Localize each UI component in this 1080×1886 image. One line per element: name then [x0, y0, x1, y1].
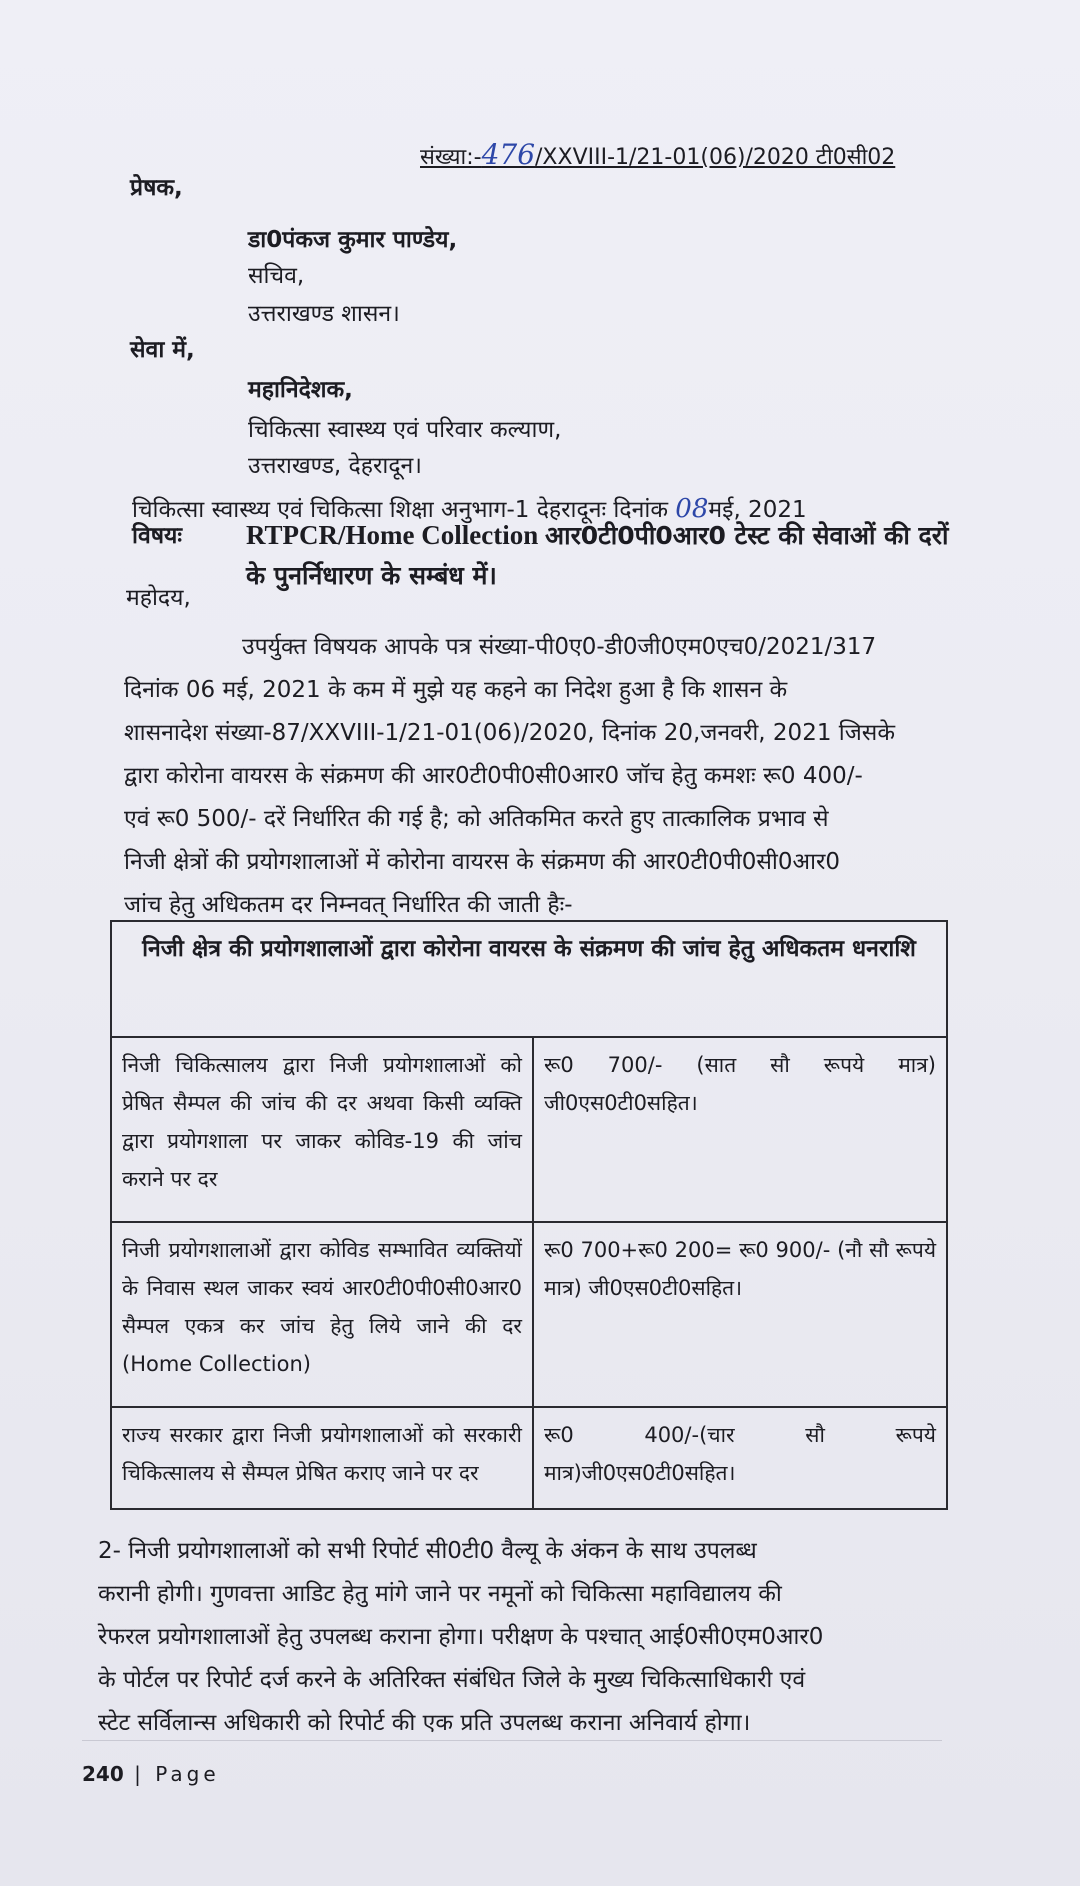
sender-name: डा0पंकज कुमार पाण्डेय, [248, 227, 458, 253]
sender-label: प्रेषक, [130, 175, 183, 201]
table-heading: निजी क्षेत्र की प्रयोगशालाओं द्वारा कोरोना वायरस के संक्रमण की जांच हेतु अधिकतम धनराशि [111, 921, 947, 1037]
table-header-row [111, 921, 947, 1037]
page-word: Page [155, 1762, 220, 1786]
page-number: 240 [82, 1762, 124, 1786]
ref-prefix: संख्या:- [420, 145, 482, 170]
subject-hindi: आर0टी0पी0आर0 टेस्ट की सेवाओं की दरों [545, 521, 949, 550]
recipient-label: सेवा में, [130, 337, 195, 363]
para1-line: निजी क्षेत्रों की प्रयोगशालाओं में कोरोना वायरस के संक्रमण की आर0टी0पी0सी0आर0 [124, 849, 841, 875]
subject-line-1 [246, 518, 949, 552]
para1-line: द्वारा कोरोना वायरस के संक्रमण की आर0टी0पी0सी0आर0 जॉच हेतु कमशः रू0 400/- [124, 763, 863, 789]
para2-line: के पोर्टल पर रिपोर्ट दर्ज करने के अतिरिक्त संबंधित जिले के मुख्य चिकित्साधिकारी एवं [98, 1667, 806, 1693]
body-paragraph-2 [98, 1530, 948, 1745]
reference-number [420, 138, 895, 171]
ref-suffix: /XXVIII-1/21-01(06)/2020 टी0सी02 [535, 145, 896, 170]
recipient-department: चिकित्सा स्वास्थ्य एवं परिवार कल्याण, [248, 417, 562, 443]
para1-line: एवं रू0 500/- दरें निर्धारित की गई है; को अतिकमित करते हुए तात्कालिक प्रभाव से [124, 806, 829, 832]
table-cell-rate: रू0 700+रू0 200= रू0 900/- (नौ सौ रूपये मात्र) जी0एस0टी0सहित। [533, 1222, 947, 1407]
footer-divider [82, 1740, 942, 1741]
date-handwritten: 08 [675, 494, 709, 524]
table-row [111, 1222, 947, 1407]
para1-line: शासनादेश संख्या-87/XXVIII-1/21-01(06)/2020, दिनांक 20,जनवरी, 2021 जिसके [124, 720, 896, 746]
page-footer [82, 1762, 220, 1786]
body-paragraph-1 [124, 626, 964, 927]
table-cell-description: निजी चिकित्सालय द्वारा निजी प्रयोगशालाओं को प्रेषित सैम्पल की जांच की दर अथवा किसी व्यक्ति द्वारा प्रयोगशाला पर जाकर कोविड-19 की जांच कराने पर दर [111, 1037, 533, 1222]
footer-separator: | [134, 1762, 145, 1786]
salutation: महोदय, [126, 585, 191, 611]
subject-english: RTPCR/Home Collection [246, 520, 546, 550]
table-cell-rate: रू0 700/- (सात सौ रूपये मात्र) जी0एस0टी0सहित। [533, 1037, 947, 1222]
rates-table [110, 920, 948, 1510]
sender-designation: सचिव, [248, 263, 305, 289]
subject-label: विषयः [132, 523, 183, 549]
date-label: दिनांक [613, 497, 676, 523]
table-row [111, 1407, 947, 1509]
ref-handwritten-number: 476 [481, 138, 536, 171]
sender-office: उत्तराखण्ड शासन। [248, 301, 400, 327]
table-cell-rate: रू0 400/-(चार सौ रूपये मात्र)जी0एस0टी0सहित। [533, 1407, 947, 1509]
para1-line: जांच हेतु अधिकतम दर निम्नवत् निर्धारित की जाती हैः- [124, 892, 573, 918]
table-row [111, 1037, 947, 1222]
para2-line: करानी होगी। गुणवत्ता आडिट हेतु मांगे जाने पर नमूनों को चिकित्सा महाविद्यालय की [98, 1581, 782, 1607]
para1-line: दिनांक 06 मई, 2021 के कम में मुझे यह कहने का निदेश हुआ है कि शासन के [124, 677, 788, 703]
table-cell-description: निजी प्रयोगशालाओं द्वारा कोविड सम्भावित व्यक्तियों के निवास स्थल जाकर स्वयं आर0टी0पी0सी0आर0 सैम्पल एकत्र कर जांच हेतु लिये जाने की दर (Home Collection) [111, 1222, 533, 1407]
table-cell-description: राज्य सरकार द्वारा निजी प्रयोगशालाओं को सरकारी चिकित्सालय से सैम्पल प्रेषित कराए जाने पर दर [111, 1407, 533, 1509]
subject-line-2: के पुनर्निधारण के सम्बंध में। [246, 561, 497, 590]
para2-line: स्टेट सर्विलान्स अधिकारी को रिपोर्ट की एक प्रति उपलब्ध कराना अनिवार्य होगा। [98, 1710, 751, 1736]
para2-line: रेफरल प्रयोगशालाओं हेतु उपलब्ध कराना होगा। परीक्षण के पश्चात् आई0सी0एम0आर0 [98, 1624, 824, 1650]
recipient-title: महानिदेशक, [248, 377, 353, 403]
date-rest: मई, 2021 [708, 497, 807, 523]
recipient-location: उत्तराखण्ड, देहरादून। [248, 453, 423, 479]
para1-line: उपर्युक्त विषयक आपके पत्र संख्या-पी0ए0-डी0जी0एम0एच0/2021/317 [242, 634, 877, 660]
para2-line: 2- निजी प्रयोगशालाओं को सभी रिपोर्ट सी0टी0 वैल्यू के अंकन के साथ उपलब्ध [98, 1538, 757, 1564]
section-name: चिकित्सा स्वास्थ्य एवं चिकित्सा शिक्षा अनुभाग-1 देहरादूनः [132, 497, 614, 523]
